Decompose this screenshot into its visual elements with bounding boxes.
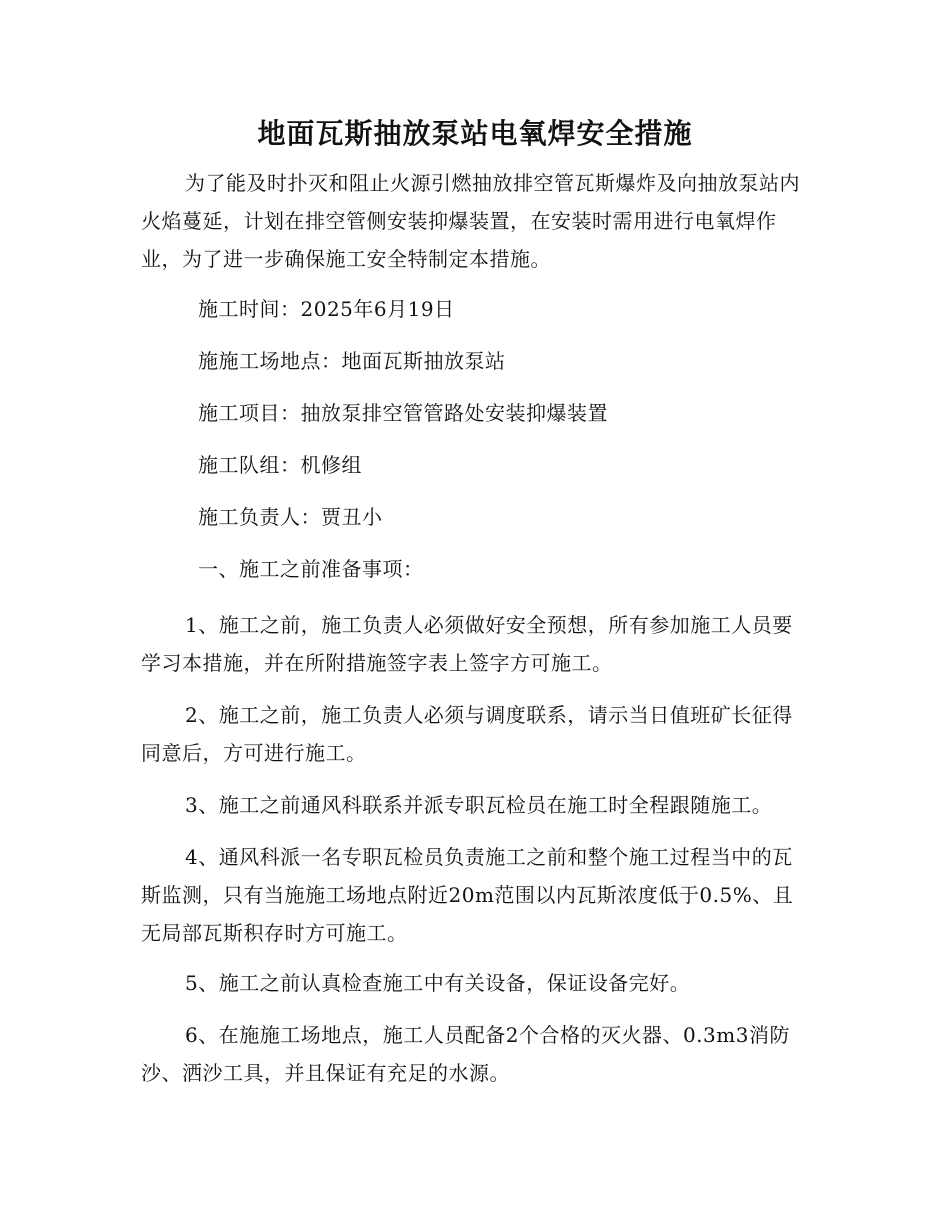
list-item-2: 2、施工之前，施工负责人必须与调度联系，请示当日值班矿长征得同意后，方可进行施工。	[141, 703, 793, 765]
list-item-1: 1、施工之前，施工负责人必须做好安全预想，所有参加施工人员要学习本措施，并在所附措施签字表上签字方可施工。	[141, 613, 793, 675]
list-item-3: 3、施工之前通风科联系并派专职瓦检员在施工时全程跟随施工。	[185, 793, 773, 817]
construction-site: 施施工场地点：地面瓦斯抽放泵站	[198, 349, 506, 373]
section-heading-preparation: 一、施工之前准备事项：	[198, 557, 424, 581]
construction-project: 施工项目：抽放泵排空管管路处安装抑爆装置	[198, 401, 608, 425]
intro-paragraph: 为了能及时扑灭和阻止火源引燃抽放排空管瓦斯爆炸及向抽放泵站内火焰蔓延，计划在排空管侧安装抑爆装置，在安装时需用进行电氧焊作业，为了进一步确保施工安全特制定本措施。	[141, 171, 800, 271]
construction-leader: 施工负责人：贾丑小	[198, 505, 383, 529]
list-item-6: 6、在施施工场地点，施工人员配备2个合格的灭火器、0.3m3消防沙、洒沙工具，并且保证有充足的水源。	[141, 1023, 790, 1085]
document-title: 地面瓦斯抽放泵站电氧焊安全措施	[257, 117, 693, 150]
construction-time: 施工时间：2025年6月19日	[198, 297, 455, 321]
construction-team: 施工队组：机修组	[198, 453, 362, 477]
list-item-4: 4、通风科派一名专职瓦检员负责施工之前和整个施工过程当中的瓦斯监测，只有当施施工场地点附近20m范围以内瓦斯浓度低于0.5%、且无局部瓦斯积存时方可施工。	[141, 845, 794, 945]
list-item-5: 5、施工之前认真检查施工中有关设备，保证设备完好。	[185, 971, 691, 995]
